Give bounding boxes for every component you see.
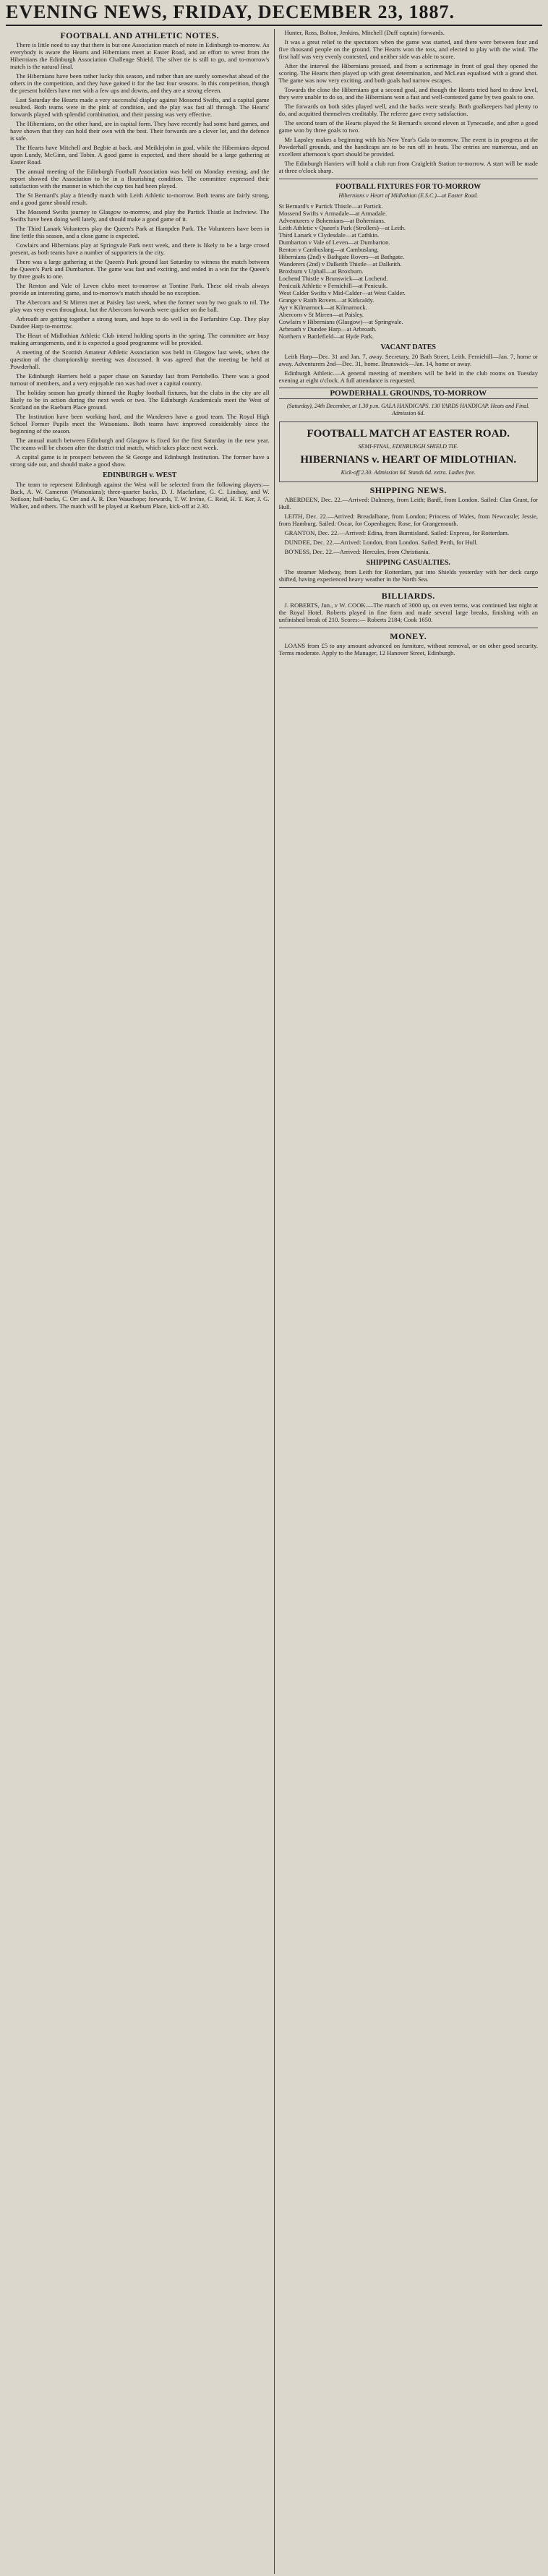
article-paragraph: The Hibernians have been rather lucky this season, and rather than are surely somewhat ahead of the others in the competition, and they have gained it for the last four seasons. In this competition, though the present holders have met with a few ups and downs, and they are a strong eleven. xyxy=(10,72,270,94)
fixture-item: Adventurers v Bohemians—at Bohemians. xyxy=(278,217,385,224)
casualties-heading: SHIPPING CASUALTIES. xyxy=(366,559,450,567)
article-paragraph: A capital game is in prospect between the St George and Edinburgh Institution. The former have a strong side out, and should make a good show. xyxy=(10,453,270,468)
article-body xyxy=(10,41,270,468)
match-subheading: SEMI-FINAL, EDINBURGH SHIELD TIE. xyxy=(358,443,458,450)
article-paragraph: There is little need to say that there is but one Association match of note in Edinburgh to-morrow. As everybody is aware the Hearts and Hibernians meet at Easter Road, and an effort to wrest from the Hibernians the Edinburgh Association Challenge Shield. The silver tie is still to go, and to-morrow's match is the natural final. xyxy=(10,41,270,70)
fixture-item: Lochend Thistle v Brunswick—at Lochend. xyxy=(278,275,388,282)
article-paragraph: The Third Lanark Volunteers play the Queen's Park at Hampden Park. The Volunteers have been in fine fettle this season, and a close game is expected. xyxy=(10,225,270,239)
article-paragraph: The holiday season has greatly thinned the Rugby football fixtures, but the clubs in the city are all likely to be in action during the next week or two. The Edinburgh Academicals meet the West of Scotland on the Raeburn Place ground. xyxy=(10,389,270,411)
article-paragraph: Cowlairs and Hibernians play at Springvale Park next week, and there is likely to be a large crowd present, as both teams have a number of supporters in the city. xyxy=(10,241,270,256)
fixtures-heading: FOOTBALL FIXTURES FOR TO-MORROW xyxy=(335,183,481,191)
report-paragraph: It was a great relief to the spectators when the game was started, and there were between four and five thousand people on the ground. The Hearts won the toss, and elected to play with the wind. The first half was very evenly contested, and neither side was able to score. xyxy=(278,38,538,60)
fixture-item: St Bernard's v Partick Thistle—at Partick. xyxy=(278,202,383,210)
powderhall-banner: POWDERHALL GROUNDS, TO-MORROW xyxy=(279,388,539,399)
fixture-item: Grange v Raith Rovers—at Kirkcaldy. xyxy=(278,296,374,304)
fixtures-note: Hibernians v Heart of Midlothian (E.S.C.)—at Easter Road. xyxy=(338,192,479,199)
fixture-item: West Calder Swifts v Mid-Calder—at West Calder. xyxy=(278,289,406,296)
report-paragraph: Mr Lapsley makes a beginning with his New Year's Gala to-morrow. The event is in progress at the Powderhall grounds, and the handicaps are to be run off in heats. The entries are numerous, and an excellent afternoon's sport should be provided. xyxy=(278,136,538,158)
team-heading: EDINBURGH v. WEST xyxy=(103,471,177,479)
report-body xyxy=(279,29,539,174)
fixture-item: Broxburn v Uphall—at Broxburn. xyxy=(278,268,364,275)
fixture-item: Renton v Cambuslang—at Cambuslang. xyxy=(278,246,379,253)
article-paragraph: The St Bernard's play a friendly match with Leith Athletic to-morrow. Both teams are fairly strong, and a good game should result. xyxy=(10,192,270,206)
powderhall-note: (Saturday), 24th December, at 1.30 p.m. GALA HANDICAPS. 130 YARDS HANDICAP. Heats and Final. Admission 6d. xyxy=(287,403,530,416)
fixture-item: Wanderers (2nd) v Dalkeith Thistle—at Dalkeith. xyxy=(278,260,402,268)
money-heading: MONEY. xyxy=(390,631,427,641)
article-paragraph: The annual meeting of the Edinburgh Football Association was held on Monday evening, and the report showed the Association to be in a flourishing condition. The committee expressed their satisfaction with the manner in which the cup ties had been played. xyxy=(10,168,270,189)
match-advert xyxy=(279,422,539,482)
fixture-item: Leith Athletic v Queen's Park (Strollers)—at Leith. xyxy=(278,224,406,231)
money-paragraph: LOANS from £5 to any amount advanced on furniture, without removal, or on other good security. Terms moderate. Apply to the Manager, 12 Hanover Street, Edinburgh. xyxy=(278,642,538,656)
article-paragraph: The Heart of Midlothian Athletic Club intend holding sports in the spring. The committee are busy making arrangements, and it is expected a good programme will be provided. xyxy=(10,332,270,346)
match-clubs: HIBERNIANS v. HEART OF MIDLOTHIAN. xyxy=(300,454,517,466)
fixture-item: Third Lanark v Clydesdale—at Cathkin. xyxy=(278,231,380,239)
fixture-item: Mossend Swifts v Armadale—at Armadale. xyxy=(278,210,388,217)
fixture-item: Abercorn v St Mirren—at Paisley. xyxy=(278,311,364,318)
team-paragraph: The team to represent Edinburgh against the West will be selected from the following players:— Back, A. W. Cameron (Watsonians); three-quarter backs, D. J. Macfarlane, G. C. Lindsay, and W. Neilson; half-backs, C. Orr and A. R. Don Wauchope; forwards, T. W. Irvine, C. Reid, H. T. Ker, J. G. Walker, and others. The match will be played at Raeburn Place, kick-off at 2.30. xyxy=(10,481,270,510)
shipping-paragraph: DUNDEE, Dec. 22.—Arrived: London, from London. Sailed: Perth, for Hull. xyxy=(284,539,478,546)
left-column xyxy=(6,29,274,2574)
report-paragraph: Towards the close the Hibernians got a second goal, and though the Hearts tried hard to draw level, they were unable to do so, and the Hibernians won a fast and well-contested game by two goals to one. xyxy=(278,86,538,100)
article-paragraph: The Institution have been working hard, and the Wanderers have a good team. The Royal High School Former Pupils meet the Watsonians. Both teams have improved considerably since the beginning of the season. xyxy=(10,413,270,435)
article-paragraph: Last Saturday the Hearts made a very successful display against Mossend Swifts, and a capital game resulted. Both teams were in the pink of condition, and the play was fast all through. The Hearts' forwards played with splendid combination, and their passing was very effective. xyxy=(10,96,270,118)
match-heading: FOOTBALL MATCH AT EASTER ROAD. xyxy=(307,428,510,440)
shipping-paragraph: GRANTON, Dec. 22.—Arrived: Edina, from Burntisland. Sailed: Express, for Rotterdam. xyxy=(284,529,510,536)
fixture-item: Arbroath v Dundee Harp—at Arbroath. xyxy=(278,325,377,333)
article-paragraph: The annual match between Edinburgh and Glasgow is fixed for the first Saturday in the new year. The teams will be chosen after the district trial match, which takes place next week. xyxy=(10,437,270,451)
article-paragraph: The Hearts have Mitchell and Begbie at back, and Meiklejohn in goal, while the Hibernians depend upon Lundy, McGinn, and Tobin. A good game is expected, and there should be a large gathering at Easter Road. xyxy=(10,144,270,166)
article-paragraph: The Abercorn and St Mirren met at Paisley last week, when the former won by two goals to nil. The play was very even throughout, but the Abercorn forwards were quicker on the ball. xyxy=(10,299,270,313)
article-heading: FOOTBALL AND ATHLETIC NOTES. xyxy=(60,30,220,40)
shipping-paragraph: ABERDEEN, Dec. 22.—Arrived: Dalmeny, from Leith; Banff, from London. Sailed: Clan Grant, for Hull. xyxy=(278,496,538,510)
article-paragraph: The Hibernians, on the other hand, are in capital form. They have recently had some hard games, and have shown that they can hold their own with the best. Their forwards are a clever lot, and the defence is safe. xyxy=(10,120,270,142)
fixture-item: Dumbarton v Vale of Leven—at Dumbarton. xyxy=(278,239,390,246)
casualties-paragraph: The steamer Medway, from Leith for Rotterdam, put into Shields yesterday with her deck cargo shifted, having experienced heavy weather in the North Sea. xyxy=(278,568,538,583)
shipping-body xyxy=(279,496,539,555)
article-paragraph: The Renton and Vale of Leven clubs meet to-morrow at Tontine Park. These old rivals always provide an interesting game, and to-morrow's match should be no exception. xyxy=(10,282,270,296)
fixture-item: Ayr v Kilmarnock—at Kilmarnock. xyxy=(278,304,367,311)
shipping-paragraph: BO'NESS, Dec. 22.—Arrived: Hercules, from Christiania. xyxy=(284,548,430,555)
fixture-item: Northern v Battlefield—at Hyde Park. xyxy=(278,333,374,340)
match-note: Kick-off 2.30. Admission 6d. Stands 6d. extra. Ladies free. xyxy=(341,469,476,476)
shipping-heading: SHIPPING NEWS. xyxy=(369,485,447,495)
fixture-item: Cowlairs v Hibernians (Glasgow)—at Springvale. xyxy=(278,318,403,325)
columns xyxy=(6,29,542,2574)
right-column xyxy=(275,29,543,2574)
article-paragraph: Arbroath are getting together a strong team, and hope to do well in the Forfarshire Cup. They play Dundee Harp to-morrow. xyxy=(10,315,270,330)
masthead: EVENING NEWS, FRIDAY, DECEMBER 23, 1887. xyxy=(6,0,542,26)
report-paragraph: Hunter, Ross, Bolton, Jenkins, Mitchell (Duff captain) forwards. xyxy=(284,29,445,36)
article-paragraph: The Mossend Swifts journey to Glasgow to-morrow, and play the Partick Thistle at Inchview. The Swifts have been doing well lately, and should make a good game of it. xyxy=(10,208,270,223)
separator xyxy=(279,587,539,588)
meeting-paragraph: Edinburgh Athletic.—A general meeting of members will be held in the club rooms on Tuesday evening at eight o'clock. A full attendance is requested. xyxy=(278,369,538,384)
vacant-heading: VACANT DATES xyxy=(380,343,436,351)
fixtures-list xyxy=(279,202,539,340)
report-paragraph: The second team of the Hearts played the St Bernard's second eleven at Tynecastle, and after a good game won by three goals to two. xyxy=(278,119,538,134)
report-paragraph: After the interval the Hibernians pressed, and from a scrimmage in front of goal they opened the scoring. The Hearts then played up with great determination, and McLean equalised with a grand shot. The game was now very exciting, and both goals had narrow escapes. xyxy=(278,62,538,84)
shipping-paragraph: LEITH, Dec. 22.—Arrived: Breadalbane, from London; Princess of Wales, from Newcastle; Jessie, from Hamburg. Sailed: Oscar, for Copenhagen; Rose, for Grangemouth. xyxy=(278,513,538,527)
article-paragraph: A meeting of the Scottish Amateur Athletic Association was held in Glasgow last week, when the question of the championship meeting was discussed. It was agreed that the meeting be held at Powderhall. xyxy=(10,348,270,370)
fixture-item: Hibernians (2nd) v Bathgate Rovers—at Bathgate. xyxy=(278,253,405,260)
billiards-heading: BILLIARDS. xyxy=(381,591,435,601)
vacant-paragraph: Leith Harp—Dec. 31 and Jan. 7, away. Secretary, 20 Bath Street, Leith. Ferniehill—Jan. 7, home or away. Adventurers 2nd—Dec. 31, home. Brunswick—Jan. 14, home or away. xyxy=(278,353,538,367)
article-paragraph: The Edinburgh Harriers held a paper chase on Saturday last from Portobello. There was a good turnout of members, and a very enjoyable run was had over a capital country. xyxy=(10,372,270,387)
fixture-item: Penicuik Athletic v Ferniehill—at Penicuik. xyxy=(278,282,388,289)
billiards-paragraph: J. ROBERTS, Jun., v W. COOK.—The match of 3000 up, on even terms, was continued last night at the Royal Hotel. Roberts played in fine form and made several large breaks, finishing with an unfinished break of 210. Scores:— Roberts 2184; Cook 1650. xyxy=(278,602,538,623)
article-paragraph: There was a large gathering at the Queen's Park ground last Saturday to witness the match between the Queen's Park and Dumbarton. The game was fast and exciting, and ended in a win for the Queen's by three goals to one. xyxy=(10,258,270,280)
report-paragraph: The Edinburgh Harriers will hold a club run from Craigleith Station to-morrow. A start will be made at three o'clock sharp. xyxy=(278,160,538,174)
report-paragraph: The forwards on both sides played well, and the backs were steady. Both goalkeepers had plenty to do, and acquitted themselves creditably. The referee gave every satisfaction. xyxy=(278,103,538,117)
